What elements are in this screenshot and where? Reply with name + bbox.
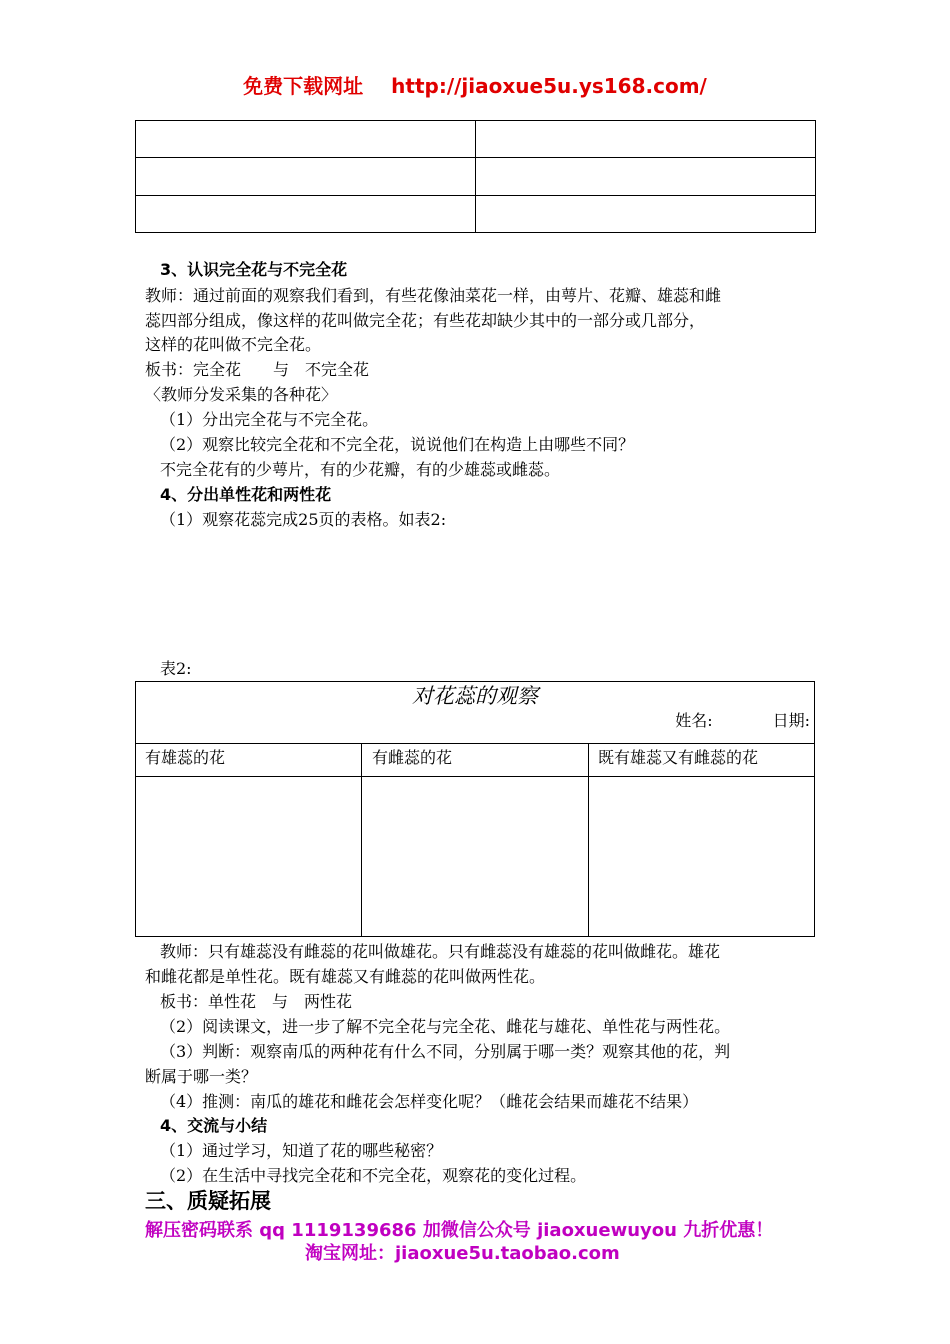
table-2-column-header: 有雌蕊的花 — [372, 748, 453, 767]
step-4-3-cont: 断属于哪一类？ — [145, 1067, 258, 1086]
paragraph-line: 这样的花叫做不完全花。 — [145, 335, 322, 354]
table-2-caption: 表2: — [160, 659, 192, 678]
step-4-4: （4）推测：南瓜的雄花和雌花会怎样变化呢？（雌花会结果而雄花不结果） — [160, 1092, 699, 1111]
table-1-cell — [136, 121, 476, 158]
table-2-divider — [361, 743, 362, 936]
table-2-title: 对花蕊的观察 — [412, 684, 538, 708]
table-1-cell — [136, 196, 476, 233]
heading-4a: 4、分出单性花和两性花 — [160, 485, 332, 504]
footer-line-1: 解压密码联系 qq 1119139686 加微信公众号 jiaoxuewuyou 九折优惠！ — [145, 1220, 774, 1241]
table-2-divider — [136, 743, 814, 744]
step-2: （2）观察比较完全花和不完全花，说说他们在构造上由哪些不同？ — [160, 435, 635, 454]
paragraph-line: 教师：只有雄蕊没有雌蕊的花叫做雄花。只有雌蕊没有雄蕊的花叫做雌花。雄花 — [160, 942, 721, 961]
step-4-3: （3）判断：观察南瓜的两种花有什么不同，分别属于哪一类？观察其他的花，判 — [160, 1042, 731, 1061]
board-note-1: 板书：完全花 与 不完全花 — [145, 360, 370, 379]
page-header — [0, 70, 950, 99]
board-note-2: 板书：单性花 与 两性花 — [160, 992, 353, 1011]
heading-4b: 4、交流与小结 — [160, 1116, 268, 1135]
table-2 — [135, 681, 815, 937]
table-1 — [135, 120, 816, 233]
paragraph-line: 教师：通过前面的观察我们看到，有些花像油菜花一样，由萼片、花瓣、雄蕊和雌 — [145, 286, 722, 305]
table-2-divider — [136, 776, 814, 777]
footer-line-2[interactable]: 淘宝网址：jiaoxue5u.taobao.com — [305, 1243, 620, 1264]
section-3-heading: 三、质疑拓展 — [145, 1188, 271, 1213]
step-1: （1）分出完全花与不完全花。 — [160, 410, 379, 429]
heading-3: 3、认识完全花与不完全花 — [160, 260, 348, 279]
table-2-column-header: 既有雄蕊又有雌蕊的花 — [598, 748, 759, 767]
table-2-meta — [675, 710, 810, 732]
distribute-note: 〈教师分发采集的各种花〉 — [145, 385, 338, 404]
summary-1: （1）通过学习，知道了花的哪些秘密？ — [160, 1141, 443, 1160]
table-1-cell — [476, 196, 816, 233]
date-label: 日期: — [772, 711, 810, 730]
table-1-cell — [136, 158, 476, 196]
paragraph-line: 和雌花都是单性花。既有雄蕊又有雌蕊的花叫做两性花。 — [145, 967, 546, 986]
header-url[interactable]: http://jiaoxue5u.ys168.com/ — [391, 74, 707, 98]
table-1-cell — [476, 121, 816, 158]
table-2-column-header: 有雄蕊的花 — [145, 748, 226, 767]
name-label: 姓名: — [675, 711, 713, 730]
paragraph-line: 蕊四部分组成，像这样的花叫做完全花；有些花却缺少其中的一部分或几部分， — [145, 311, 706, 330]
answer-1: 不完全花有的少萼片，有的少花瓣，有的少雄蕊或雌蕊。 — [160, 460, 561, 479]
step-4-1: （1）观察花蕊完成25页的表格。如表2: — [160, 510, 447, 529]
table-2-divider — [588, 743, 589, 936]
summary-2: （2）在生活中寻找完全花和不完全花，观察花的变化过程。 — [160, 1166, 587, 1185]
table-1-cell — [476, 158, 816, 196]
header-label: 免费下载网址 — [243, 74, 364, 98]
step-4-2: （2）阅读课文，进一步了解不完全花与完全花、雌花与雄花、单性花与两性花。 — [160, 1017, 731, 1036]
